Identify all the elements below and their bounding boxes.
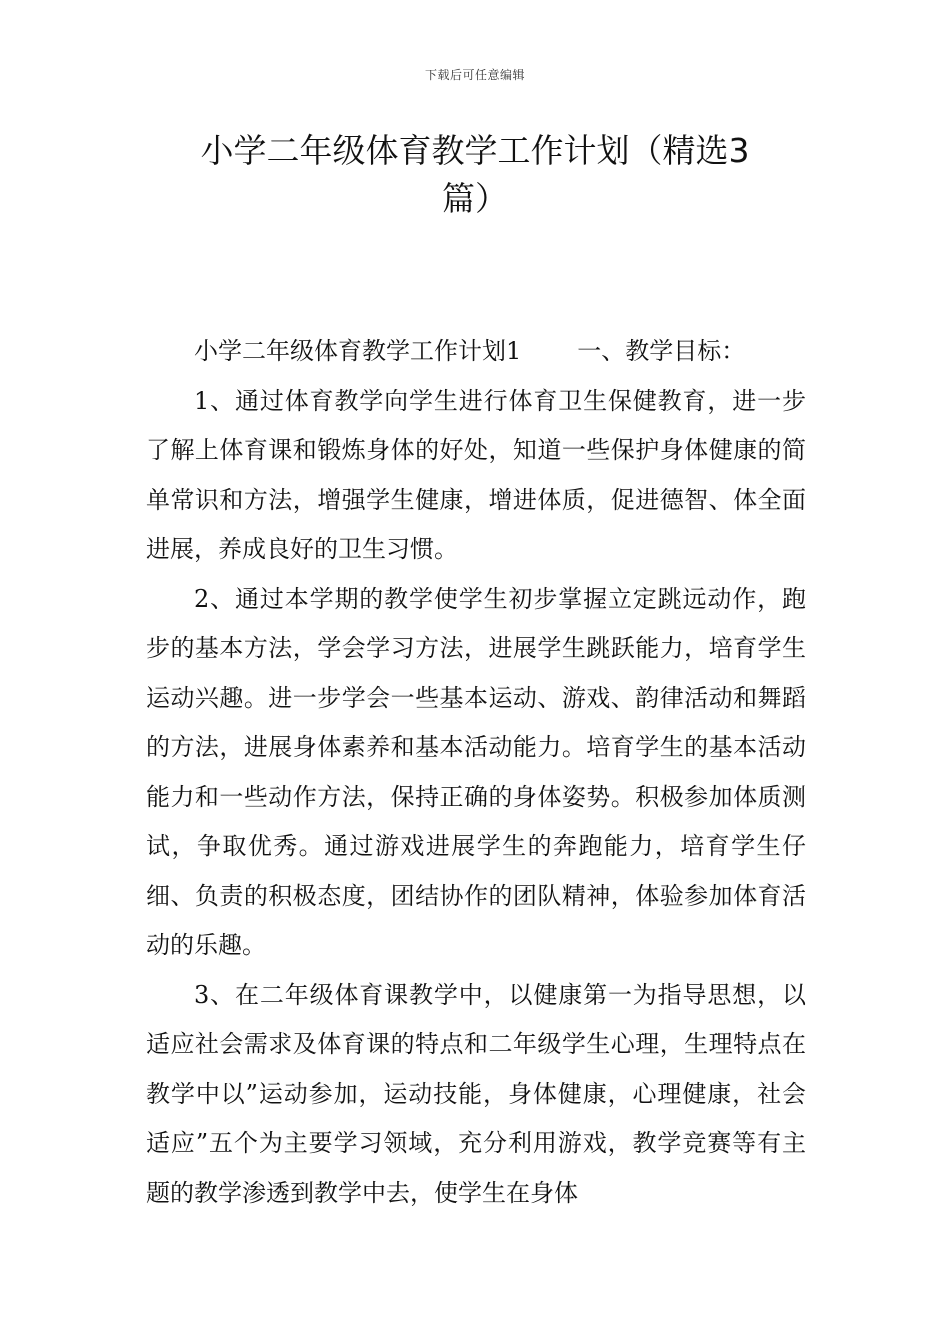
- document-title: [140, 127, 810, 223]
- title-line-2: 篇）: [442, 179, 508, 218]
- header-note: 下载后可任意编辑: [424, 68, 525, 82]
- document-body: [146, 327, 806, 1218]
- paragraph-1: 1、通过体育教学向学生进行体育卫生保健教育，进一步了解上体育课和锻炼身体的好处，知道一些保护身体健康的简单常识和方法，增强学生健康，增进体质，促进德智、体全面进展，养成良好的卫生习惯。: [146, 386, 806, 563]
- intro-line: [146, 327, 806, 377]
- paragraph-2: 2、通过本学期的教学使学生初步掌握立定跳远动作，跑步的基本方法，学会学习方法，进展学生跳跃能力，培育学生运动兴趣。进一步学会一些基本运动、游戏、韵律活动和舞蹈的方法，进展身体素养和基本活动能力。培育学生的基本活动能力和一些动作方法，保持正确的身体姿势。积极参加体质测试，争取优秀。通过游戏进展学生的奔跑能力，培育学生仔细、负责的积极态度，团结协作的团队精神，体验参加体育活动的乐趣。: [146, 584, 806, 959]
- paragraph-3: 3、在二年级体育课教学中，以健康第一为指导思想，以适应社会需求及体育课的特点和二年级学生心理，生理特点在教学中以”运动参加，运动技能，身体健康，心理健康，社会适应”五个为主要学习领域，充分利用游戏，教学竞赛等有主题的教学渗透到教学中去，使学生在身体: [146, 980, 806, 1207]
- section-heading: 一、教学目标：: [577, 337, 746, 365]
- title-line-1: 小学二年级体育教学工作计划（精选3: [200, 131, 750, 170]
- plan-subtitle: 小学二年级体育教学工作计划1: [194, 337, 522, 365]
